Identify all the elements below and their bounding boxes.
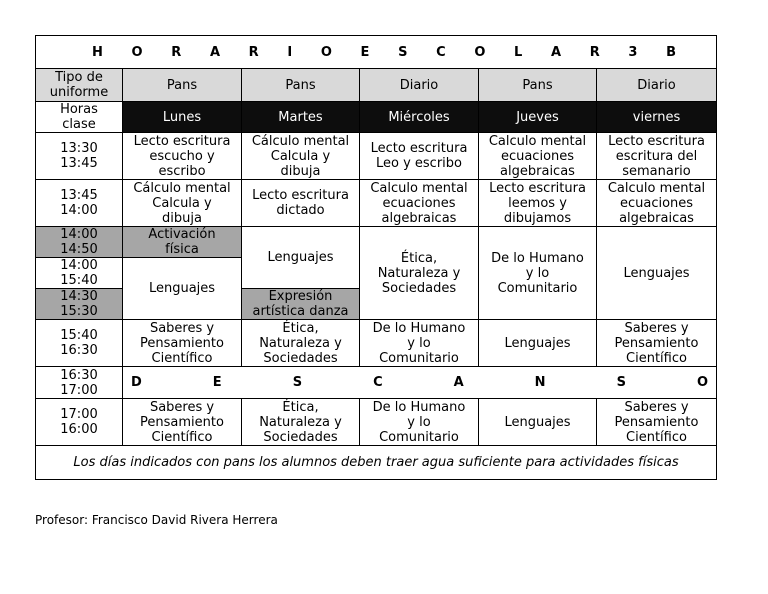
letter: I [287, 44, 293, 60]
class-cell: Lenguajes [242, 227, 360, 289]
time-slot: 13:30 13:45 [36, 133, 123, 180]
letter: H [92, 44, 103, 60]
letter: O [696, 375, 708, 390]
class-cell: De lo Humano y lo Comunitario [360, 399, 479, 446]
letter: O [320, 44, 332, 60]
time-slot: 14:00 14:50 [36, 227, 123, 258]
time-slot: 17:00 16:00 [36, 399, 123, 446]
class-cell: Saberes y Pensamiento Científico [123, 399, 242, 446]
letter: O [131, 44, 143, 60]
class-cell: Lenguajes [479, 320, 597, 367]
class-cell: Lenguajes [597, 227, 717, 320]
class-cell: Ética, Naturaleza y Sociedades [360, 227, 479, 320]
class-cell: Calculo mental ecuaciones algebraicas [360, 180, 479, 227]
schedule-table [35, 35, 717, 480]
class-cell: Saberes y Pensamiento Científico [597, 320, 717, 367]
letter: R [171, 44, 182, 60]
class-cell: Lecto escritura escritura del semanario [597, 133, 717, 180]
letter: S [616, 375, 626, 390]
day-tuesday: Martes [242, 102, 360, 133]
class-cell: Cálculo mental Calcula y dibuja [123, 180, 242, 227]
letter: N [534, 375, 546, 390]
letter: L [514, 44, 523, 60]
day-thursday: Jueves [479, 102, 597, 133]
letter: R [589, 44, 600, 60]
time-slot: 14:00 15:40 [36, 258, 123, 289]
class-cell: Cálculo mental Calcula y dibuja [242, 133, 360, 180]
letter: A [551, 44, 562, 60]
day-monday: Lunes [123, 102, 242, 133]
class-cell: Ética, Naturaleza y Sociedades [242, 320, 360, 367]
uniform-type-label: Tipo de uniforme [36, 69, 123, 102]
uniform-note: Los días indicados con pans los alumnos deben traer agua suficiente para actividades físicas [36, 446, 717, 480]
time-slot: 13:45 14:00 [36, 180, 123, 227]
teacher-name: Profesor: Francisco David Rivera Herrera [35, 513, 278, 527]
uniform-tuesday: Pans [242, 69, 360, 102]
class-cell: Lecto escritura Leo y escribo [360, 133, 479, 180]
letter: E [212, 375, 222, 390]
letter: R [248, 44, 259, 60]
class-cell: Calculo mental ecuaciones algebraicas [597, 180, 717, 227]
letter: D [131, 375, 142, 390]
break-banner [123, 367, 717, 399]
schedule-title [36, 36, 717, 69]
letter: C [436, 44, 446, 60]
day-friday: viernes [597, 102, 717, 133]
uniform-monday: Pans [123, 69, 242, 102]
letter: E [360, 44, 370, 60]
class-cell: Activación física [123, 227, 242, 258]
class-cell: Lecto escritura leemos y dibujamos [479, 180, 597, 227]
letter: O [474, 44, 486, 60]
letter: 3 [628, 44, 638, 60]
class-cell: Lecto escritura escucho y escribo [123, 133, 242, 180]
title-letters [38, 45, 714, 60]
letter: A [209, 44, 220, 60]
time-slot: 16:30 17:00 [36, 367, 123, 399]
hours-label: Horas clase [36, 102, 123, 133]
class-cell: Saberes y Pensamiento Científico [597, 399, 717, 446]
class-cell: De lo Humano y lo Comunitario [360, 320, 479, 367]
time-slot: 14:30 15:30 [36, 289, 123, 320]
letter: B [666, 44, 677, 60]
class-cell: Lecto escritura dictado [242, 180, 360, 227]
uniform-friday: Diario [597, 69, 717, 102]
uniform-thursday: Pans [479, 69, 597, 102]
letter: S [398, 44, 408, 60]
time-slot: 15:40 16:30 [36, 320, 123, 367]
letter: S [292, 375, 303, 390]
letter: A [453, 375, 464, 390]
class-cell: Expresión artística danza [242, 289, 360, 320]
class-cell: Calculo mental ecuaciones algebraicas [479, 133, 597, 180]
uniform-wednesday: Diario [360, 69, 479, 102]
class-cell: Ética, Naturaleza y Sociedades [242, 399, 360, 446]
break-letters [125, 375, 714, 390]
class-cell: Lenguajes [479, 399, 597, 446]
class-cell: De lo Humano y lo Comunitario [479, 227, 597, 320]
letter: C [373, 375, 383, 390]
class-cell: Saberes y Pensamiento Científico [123, 320, 242, 367]
class-cell: Lenguajes [123, 258, 242, 320]
day-wednesday: Miércoles [360, 102, 479, 133]
